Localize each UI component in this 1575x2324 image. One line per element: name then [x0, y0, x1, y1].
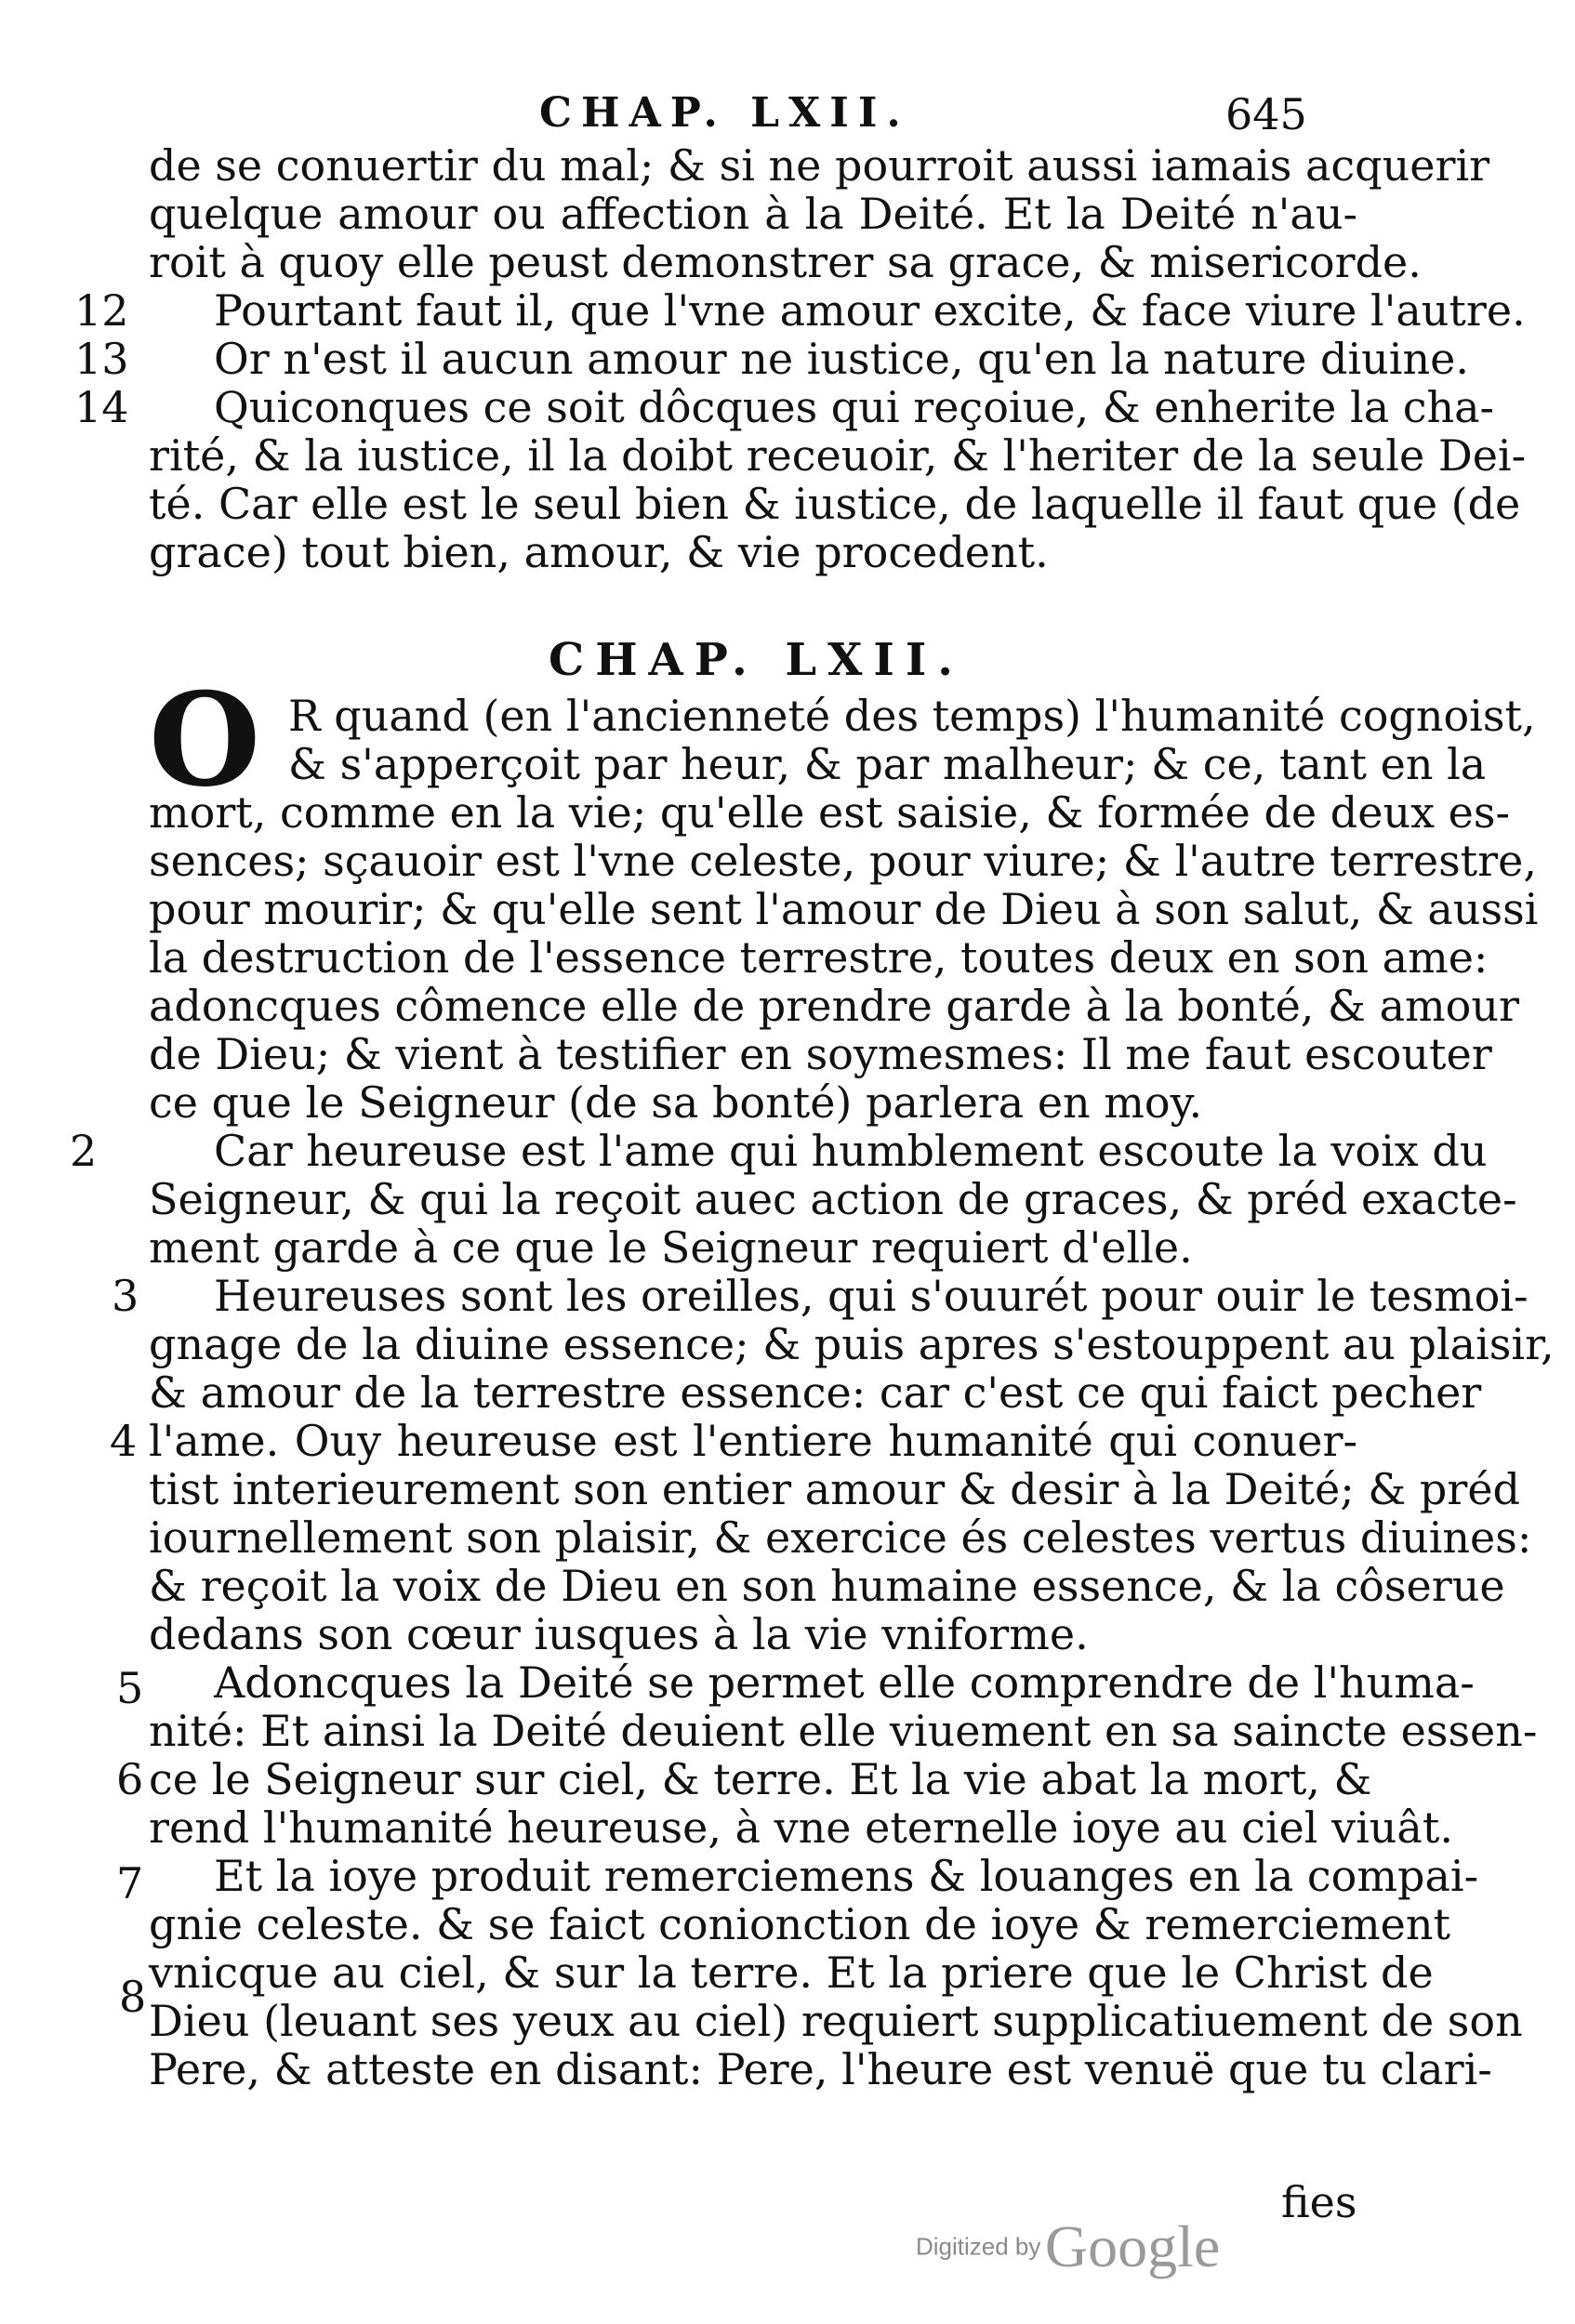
text-line: Pere, & atteste en disant: Pere, l'heure est venuë que tu clari-	[149, 2044, 1492, 2094]
text-line: gnie celeste. & se faict conionction de ioye & remerciement	[149, 1899, 1450, 1949]
verse-number: 3	[112, 1271, 139, 1321]
text-line: Or n'est il aucun amour ne iustice, qu'en la nature diuine.	[214, 334, 1469, 384]
catchword: fies	[1281, 2177, 1357, 2227]
text-line: roit à quoy elle peust demonstrer sa grace, & misericorde.	[149, 237, 1422, 287]
verse-number: 4	[110, 1416, 138, 1466]
text-line: la destruction de l'essence terrestre, toutes deux en son ame:	[149, 932, 1489, 983]
text-line: & reçoit la voix de Dieu en son humaine essence, & la côserue	[149, 1561, 1505, 1611]
text-line: Quiconques ce soit dôcques qui reçoiue, & enherite la cha-	[214, 382, 1495, 432]
text-line: pour mourir; & qu'elle sent l'amour de Dieu à son salut, & aussi	[149, 884, 1539, 934]
text-line: quelque amour ou affection à la Deité. Et la Deité n'au-	[149, 189, 1357, 239]
text-line: sences; sçauoir est l'vne celeste, pour viure; & l'autre terrestre,	[149, 836, 1538, 886]
text-line: l'ame. Ouy heureuse est l'entiere humanité qui conuer-	[149, 1416, 1357, 1466]
text-line: & s'apperçoit par heur, & par malheur; & ce, tant en la	[288, 739, 1487, 789]
text-line: té. Car elle est le seul bien & iustice, de laquelle il faut que (de	[149, 479, 1521, 529]
verse-number: 6	[116, 1754, 144, 1804]
text-line: ment garde à ce que le Seigneur requiert d'elle.	[149, 1222, 1193, 1273]
drop-cap: O	[149, 664, 261, 815]
page-number: 645	[1225, 89, 1307, 139]
text-line: vnicque au ciel, & sur la terre. Et la priere que le Christ de	[149, 1948, 1434, 1998]
chapter-heading: CHAP. LXII.	[549, 634, 964, 686]
google-logo: Google	[1044, 2213, 1221, 2279]
text-line: rend l'humanité heureuse, à vne eternelle ioye au ciel viuât.	[149, 1802, 1453, 1853]
watermark-prefix: Digitized by	[916, 2232, 1041, 2261]
text-line: Car heureuse est l'ame qui humblement escoute la voix du	[214, 1126, 1488, 1176]
text-line: Dieu (leuant ses yeux au ciel) requiert supplicatiuement de son	[149, 1996, 1523, 2046]
verse-number: 14	[74, 382, 129, 432]
text-line: nité: Et ainsi la Deité deuient elle viuement en sa saincte essen-	[149, 1706, 1538, 1756]
text-line: dedans son cœur iusques à la vie vniforme.	[149, 1609, 1089, 1659]
verse-number: 8	[119, 1972, 147, 2022]
text-line: grace) tout bien, amour, & vie procedent.	[149, 527, 1049, 577]
text-line: de Dieu; & vient à testifier en soymesmes: Il me faut escouter	[149, 1029, 1492, 1079]
text-line: Pourtant faut il, que l'vne amour excite, & face viure l'autre.	[214, 285, 1526, 336]
running-head: CHAP. LXII.	[539, 89, 910, 137]
verse-number: 7	[116, 1858, 144, 1908]
text-line: gnage de la diuine essence; & puis apres s'estouppent au plaisir,	[149, 1319, 1555, 1369]
digitized-by-watermark	[916, 2212, 1220, 2281]
verse-number: 12	[74, 285, 129, 336]
verse-number: 2	[70, 1126, 98, 1176]
text-line: adoncques cômence elle de prendre garde à la bonté, & amour	[149, 981, 1519, 1031]
text-line: iournellement son plaisir, & exercice és celestes vertus diuines:	[149, 1512, 1532, 1563]
text-line: Et la ioye produit remerciemens & louanges en la compai-	[214, 1851, 1479, 1901]
text-line: R quand (en l'ancienneté des temps) l'humanité cognoist,	[288, 691, 1536, 741]
text-line: ce que le Seigneur (de sa bonté) parlera en moy.	[149, 1077, 1203, 1128]
verse-number: 13	[74, 334, 129, 384]
text-line: Adoncques la Deité se permet elle comprendre de l'huma-	[214, 1657, 1475, 1708]
text-line: tist interieurement son entier amour & desir à la Deité; & préd	[149, 1464, 1520, 1514]
text-line: de se conuertir du mal; & si ne pourroit aussi iamais acquerir	[149, 140, 1490, 191]
text-line: mort, comme en la vie; qu'elle est saisie, & formée de deux es-	[149, 787, 1511, 838]
verse-number: 5	[116, 1663, 144, 1713]
text-line: Seigneur, & qui la reçoit auec action de graces, & préd exacte-	[149, 1174, 1517, 1224]
text-line: rité, & la iustice, il la doibt receuoir, & l'heriter de la seule Dei-	[149, 430, 1527, 481]
text-line: ce le Seigneur sur ciel, & terre. Et la vie abat la mort, &	[149, 1754, 1372, 1804]
text-line: & amour de la terrestre essence: car c'est ce qui faict pecher	[149, 1367, 1482, 1418]
text-line: Heureuses sont les oreilles, qui s'ouurét pour ouir le tesmoi-	[214, 1271, 1529, 1321]
